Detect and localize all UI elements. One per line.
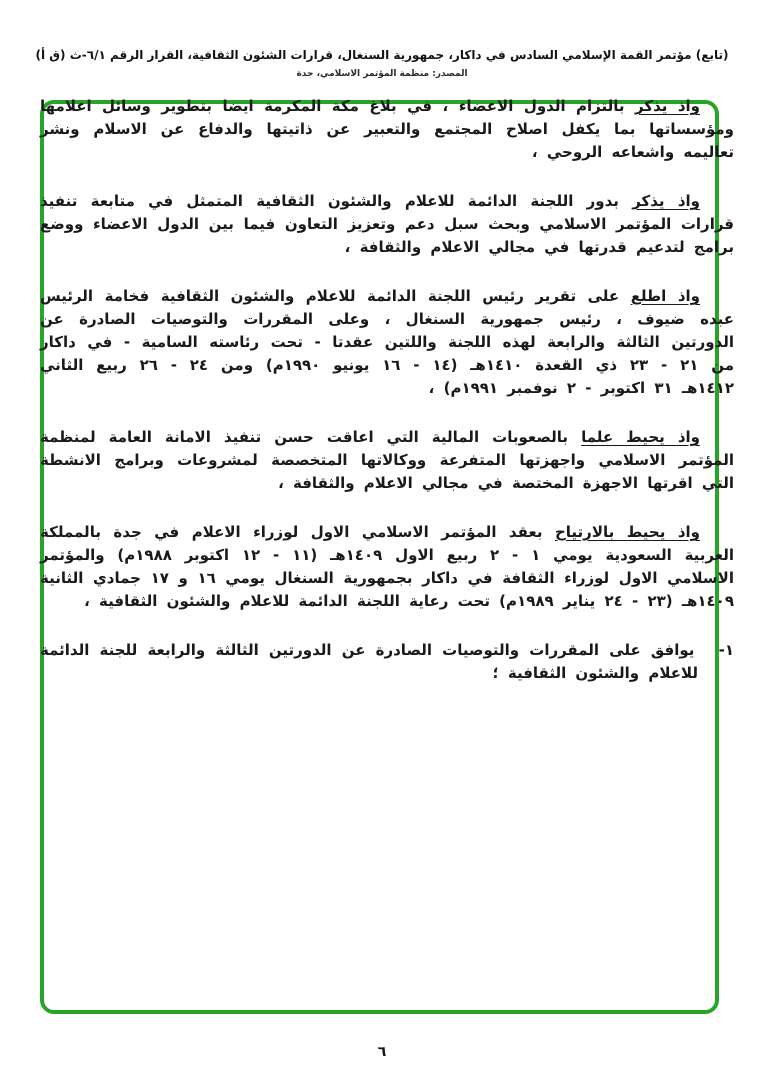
page-number: ٦ (377, 1044, 387, 1060)
paragraph-lead: واذ يذكر (635, 97, 700, 115)
paragraph-text: بدور اللجنة الدائمة للاعلام والشئون الثقافية المتمثل في متابعة تنفيذ قرارات المؤتمر الاسلامي وبحث سبل دعم وتعزيز التعاون فيما بين الدول الاعضاء ووضع برامج لتدعيم قدرتها في مجالي الاعلام والثقافة ، (40, 192, 734, 256)
paragraph (40, 426, 734, 495)
paragraph-text: على تقرير رئيس اللجنة الدائمة للاعلام والشئون الثقافية فخامة الرئيس عبده ضيوف ، رئيس جمهورية السنغال ، وعلى المقررات والتوصيات الصادرة عن الدورتين الثالثة والرابعة لهذه اللجنة واللتين عقدتا - تحت رئاسته السامية - في داكار من ٢١ - ٢٣ ذي القعدة ١٤١٠هـ (١٤ - ١٦ يونيو ١٩٩٠م) ومن ٢٤ - ٢٦ ربيع الثاني ١٤١٢هـ ٣١ اكتوبر - ٢ نوفمبر ١٩٩١م) ، (40, 287, 734, 397)
paragraph-lead: واذ اطلع (630, 287, 700, 305)
paragraph (40, 95, 734, 164)
document-header-title: (تابع) مؤتمر القمة الإسلامي السادس في داكار، جمهورية السنغال، قرارات الشئون الثقافية، القرار الرقم ٦/١-ث (ق أ) (35, 48, 729, 62)
paragraph-text: بالصعوبات المالية التي اعاقت حسن تنفيذ الامانة العامة لمنظمة المؤتمر الاسلامي واجهزتها المتفرعة ووكالاتها المتخصصة لمشروعات وبرامج الانشطة التي اقرتها الاجهزة المختصة في مجالي الاعلام والثقافة ، (40, 428, 734, 492)
item-number: ١- (718, 641, 734, 659)
paragraph-text: بعقد المؤتمر الاسلامي الاول لوزراء الاعلام في جدة بالمملكة العربية السعودية يومي ١ - ٢ ربيع الاول ١٤٠٩هـ (١١ - ١٢ اكتوبر ١٩٨٨م) والمؤتمر الاسلامي الاول لوزراء الثقافة في داكار بجمهورية السنغال يومي ١٦ و ١٧ جمادي الثانية ١٤٠٩هـ (٢٣ - ٢٤ يناير ١٩٨٩م) تحت رعاية اللجنة الدائمة للاعلام والشئون الثقافية ، (40, 523, 734, 610)
paragraph (40, 285, 734, 400)
paragraph-lead: واذ يحيط علما (581, 428, 700, 446)
paragraph-lead: واذ يحيط بالارتياح (554, 523, 700, 541)
paragraph (40, 521, 734, 613)
numbered-item (40, 639, 734, 685)
paragraph-text: بالتزام الدول الاعضاء ، في بلاغ مكة المكرمة ايضا بتطوير وسائل اعلامها ومؤسساتها بما يكفل اصلاح المجتمع والتعبير عن ذاتيتها والدفاع عن الاسلام ونشر تعاليمه واشعاعه الروحي ، (40, 97, 734, 161)
paragraph (40, 190, 734, 259)
document-body (40, 95, 734, 685)
document-header (20, 48, 744, 79)
item-text: يوافق على المقررات والتوصيات الصادرة عن الدورتين الثالثة والرابعة للجنة الدائمة للاعلام والشئون الثقافية ؛ (40, 641, 698, 682)
paragraph-lead: واذ يذكر (632, 192, 700, 210)
document-source-line: المصدر: منظمة المؤتمر الاسلامي، جدة (296, 69, 468, 79)
